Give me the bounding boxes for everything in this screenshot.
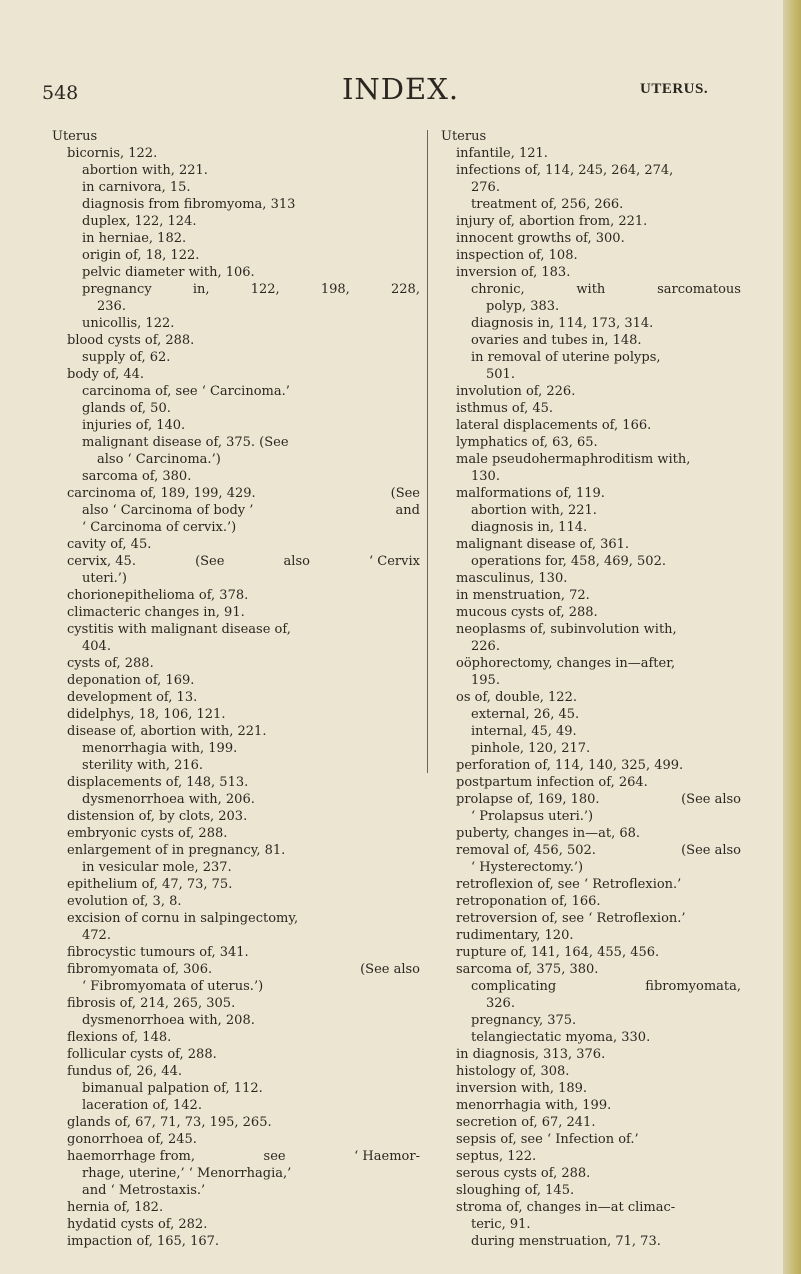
- index-entry: cavity of, 45.: [67, 537, 152, 552]
- index-entry: infections of, 114, 245, 264, 274,: [456, 163, 674, 178]
- index-entry: os of, double, 122.: [456, 690, 577, 705]
- index-entry: 472.: [82, 928, 111, 943]
- index-entry: mucous cysts of, 288.: [456, 605, 598, 620]
- index-entry: abortion with, 221.: [471, 503, 597, 518]
- index-entry: 130.: [471, 469, 500, 484]
- index-entry: unicollis, 122.: [82, 316, 175, 331]
- index-entry: injuries of, 140.: [82, 418, 186, 433]
- index-entry: in menstruation, 72.: [456, 588, 590, 603]
- index-entry: haemorrhage from, see ‘ Haemor-: [67, 1149, 420, 1164]
- index-entry: menorrhagia with, 199.: [82, 741, 238, 756]
- index-entry: distension of, by clots, 203.: [67, 809, 248, 824]
- index-entry: 404.: [82, 639, 111, 654]
- index-entry: 326.: [486, 996, 515, 1011]
- index-entry: laceration of, 142.: [82, 1098, 202, 1113]
- index-entry: 501.: [486, 367, 515, 382]
- index-entry: in herniae, 182.: [82, 231, 187, 246]
- index-entry: pelvic diameter with, 106.: [82, 265, 255, 280]
- index-entry: treatment of, 256, 266.: [471, 197, 624, 212]
- index-entry: stroma of, changes in—at climac-: [456, 1200, 676, 1215]
- index-entry: enlargement of in pregnancy, 81.: [67, 843, 286, 858]
- index-entry: gonorrhoea of, 245.: [67, 1132, 197, 1147]
- index-entry: flexions of, 148.: [67, 1030, 172, 1045]
- page-edge: [783, 0, 801, 1274]
- index-entry: ‘ Hysterectomy.’): [471, 860, 584, 875]
- index-entry: removal of, 456, 502. (See also: [456, 843, 741, 858]
- index-column-left: [52, 128, 420, 1250]
- index-entry: ‘ Fibromyomata of uterus.’): [82, 979, 264, 994]
- index-entry: inversion with, 189.: [456, 1081, 588, 1096]
- index-entry: sterility with, 216.: [82, 758, 204, 773]
- index-entry: also ‘ Carcinoma of body ’ and: [82, 503, 420, 518]
- index-entry: displacements of, 148, 513.: [67, 775, 249, 790]
- index-entry: neoplasms of, subinvolution with,: [456, 622, 677, 637]
- index-entry: polyp, 383.: [486, 299, 560, 314]
- index-entry: fibromyomata of, 306. (See also: [67, 962, 420, 977]
- index-entry: oöphorectomy, changes in—after,: [456, 656, 676, 671]
- index-entry: pinhole, 120, 217.: [471, 741, 591, 756]
- index-entry: retroflexion of, see ‘ Retroflexion.’: [456, 877, 682, 892]
- index-entry: 276.: [471, 180, 500, 195]
- index-entry: cystitis with malignant disease of,: [67, 622, 291, 637]
- index-entry: in vesicular mole, 237.: [82, 860, 232, 875]
- index-entry: innocent growths of, 300.: [456, 231, 625, 246]
- index-entry: climacteric changes in, 91.: [67, 605, 245, 620]
- index-entry: body of, 44.: [67, 367, 145, 382]
- index-entry: teric, 91.: [471, 1217, 531, 1232]
- index-entry: carcinoma of, 189, 199, 429. (See: [67, 486, 420, 501]
- index-entry: ‘ Prolapsus uteri.’): [471, 809, 594, 824]
- index-entry: deponation of, 169.: [67, 673, 195, 688]
- index-entry: didelphys, 18, 106, 121.: [67, 707, 226, 722]
- index-entry: ‘ Carcinoma of cervix.’): [82, 520, 237, 535]
- index-entry: and ‘ Metrostaxis.’: [82, 1183, 206, 1198]
- index-entry: in carnivora, 15.: [82, 180, 191, 195]
- index-entry: involution of, 226.: [456, 384, 576, 399]
- index-entry: telangiectatic myoma, 330.: [471, 1030, 651, 1045]
- index-entry: disease of, abortion with, 221.: [67, 724, 267, 739]
- index-entry: hydatid cysts of, 282.: [67, 1217, 208, 1232]
- index-entry: perforation of, 114, 140, 325, 499.: [456, 758, 684, 773]
- index-entry: sarcoma of, 375, 380.: [456, 962, 599, 977]
- index-column-right: [441, 128, 741, 1250]
- index-entry: glands of, 67, 71, 73, 195, 265.: [67, 1115, 272, 1130]
- index-entry: external, 26, 45.: [471, 707, 580, 722]
- page-number: 548: [42, 82, 79, 104]
- index-entry: in diagnosis, 313, 376.: [456, 1047, 606, 1062]
- index-entry: secretion of, 67, 241.: [456, 1115, 596, 1130]
- index-entry: pregnancy, 375.: [471, 1013, 577, 1028]
- index-entry: epithelium of, 47, 73, 75.: [67, 877, 233, 892]
- index-entry: cysts of, 288.: [67, 656, 154, 671]
- index-entry: diagnosis from fibromyoma, 313: [82, 197, 296, 212]
- index-entry: duplex, 122, 124.: [82, 214, 197, 229]
- index-entry: rudimentary, 120.: [456, 928, 574, 943]
- index-entry: inversion of, 183.: [456, 265, 571, 280]
- index-entry: 195.: [471, 673, 500, 688]
- index-entry: Uterus: [52, 129, 98, 144]
- index-entry: cervix, 45. (See also ‘ Cervix: [67, 554, 420, 569]
- index-entry: dysmenorrhoea with, 206.: [82, 792, 255, 807]
- index-entry: isthmus of, 45.: [456, 401, 554, 416]
- index-entry: carcinoma of, see ‘ Carcinoma.’: [82, 384, 290, 399]
- index-entry: pregnancy in, 122, 198, 228,: [82, 282, 420, 297]
- index-entry: origin of, 18, 122.: [82, 248, 200, 263]
- index-entry: abortion with, 221.: [82, 163, 208, 178]
- index-entry: sarcoma of, 380.: [82, 469, 192, 484]
- index-entry: sepsis of, see ‘ Infection of.’: [456, 1132, 639, 1147]
- index-entry: malignant disease of, 375. (See: [82, 435, 289, 450]
- index-entry: postpartum infection of, 264.: [456, 775, 648, 790]
- index-entry: puberty, changes in—at, 68.: [456, 826, 641, 841]
- index-entry: dysmenorrhoea with, 208.: [82, 1013, 255, 1028]
- index-entry: serous cysts of, 288.: [456, 1166, 591, 1181]
- index-entry: chorionepithelioma of, 378.: [67, 588, 249, 603]
- index-entry: malformations of, 119.: [456, 486, 605, 501]
- index-entry: retroponation of, 166.: [456, 894, 601, 909]
- index-entry: 236.: [97, 299, 126, 314]
- index-entry: menorrhagia with, 199.: [456, 1098, 612, 1113]
- index-entry: fibrocystic tumours of, 341.: [67, 945, 249, 960]
- index-entry: injury of, abortion from, 221.: [456, 214, 648, 229]
- index-entry: septus, 122.: [456, 1149, 537, 1164]
- index-entry: prolapse of, 169, 180. (See also: [456, 792, 741, 807]
- section-label: UTERUS.: [640, 81, 709, 97]
- index-entry: fibrosis of, 214, 265, 305.: [67, 996, 236, 1011]
- index-entry: 226.: [471, 639, 500, 654]
- page-header: [0, 72, 801, 112]
- index-entry: retroversion of, see ‘ Retroflexion.’: [456, 911, 686, 926]
- index-entry: uteri.’): [82, 571, 127, 586]
- index-entry: inspection of, 108.: [456, 248, 578, 263]
- index-entry: diagnosis in, 114.: [471, 520, 588, 535]
- index-entry: follicular cysts of, 288.: [67, 1047, 217, 1062]
- index-entry: bimanual palpation of, 112.: [82, 1081, 263, 1096]
- index-entry: in removal of uterine polyps,: [471, 350, 661, 365]
- index-entry: supply of, 62.: [82, 350, 171, 365]
- index-entry: rupture of, 141, 164, 455, 456.: [456, 945, 660, 960]
- index-entry: development of, 13.: [67, 690, 198, 705]
- index-entry: Uterus: [441, 129, 487, 144]
- index-entry: complicating fibromyomata,: [471, 979, 741, 994]
- index-entry: chronic, with sarcomatous: [471, 282, 741, 297]
- index-entry: malignant disease of, 361.: [456, 537, 630, 552]
- index-entry: excision of cornu in salpingectomy,: [67, 911, 299, 926]
- index-entry: sloughing of, 145.: [456, 1183, 575, 1198]
- index-entry: diagnosis in, 114, 173, 314.: [471, 316, 654, 331]
- index-entry: lateral displacements of, 166.: [456, 418, 652, 433]
- index-entry: male pseudohermaphroditism with,: [456, 452, 691, 467]
- index-entry: bicornis, 122.: [67, 146, 158, 161]
- column-divider: [427, 130, 428, 773]
- index-entry: infantile, 121.: [456, 146, 548, 161]
- index-entry: operations for, 458, 469, 502.: [471, 554, 666, 569]
- index-entry: fundus of, 26, 44.: [67, 1064, 182, 1079]
- index-entry: embryonic cysts of, 288.: [67, 826, 228, 841]
- index-entry: ovaries and tubes in, 148.: [471, 333, 642, 348]
- index-entry: histology of, 308.: [456, 1064, 570, 1079]
- index-entry: hernia of, 182.: [67, 1200, 164, 1215]
- running-title: INDEX.: [341, 72, 460, 106]
- index-entry: glands of, 50.: [82, 401, 171, 416]
- index-entry: rhage, uterine,’ ‘ Menorrhagia,’: [82, 1166, 292, 1181]
- index-entry: impaction of, 165, 167.: [67, 1234, 220, 1249]
- index-entry: lymphatics of, 63, 65.: [456, 435, 598, 450]
- index-entry: during menstruation, 71, 73.: [471, 1234, 661, 1249]
- index-entry: also ‘ Carcinoma.’): [97, 452, 221, 467]
- index-entry: masculinus, 130.: [456, 571, 568, 586]
- index-entry: evolution of, 3, 8.: [67, 894, 182, 909]
- index-entry: internal, 45, 49.: [471, 724, 577, 739]
- index-entry: blood cysts of, 288.: [67, 333, 195, 348]
